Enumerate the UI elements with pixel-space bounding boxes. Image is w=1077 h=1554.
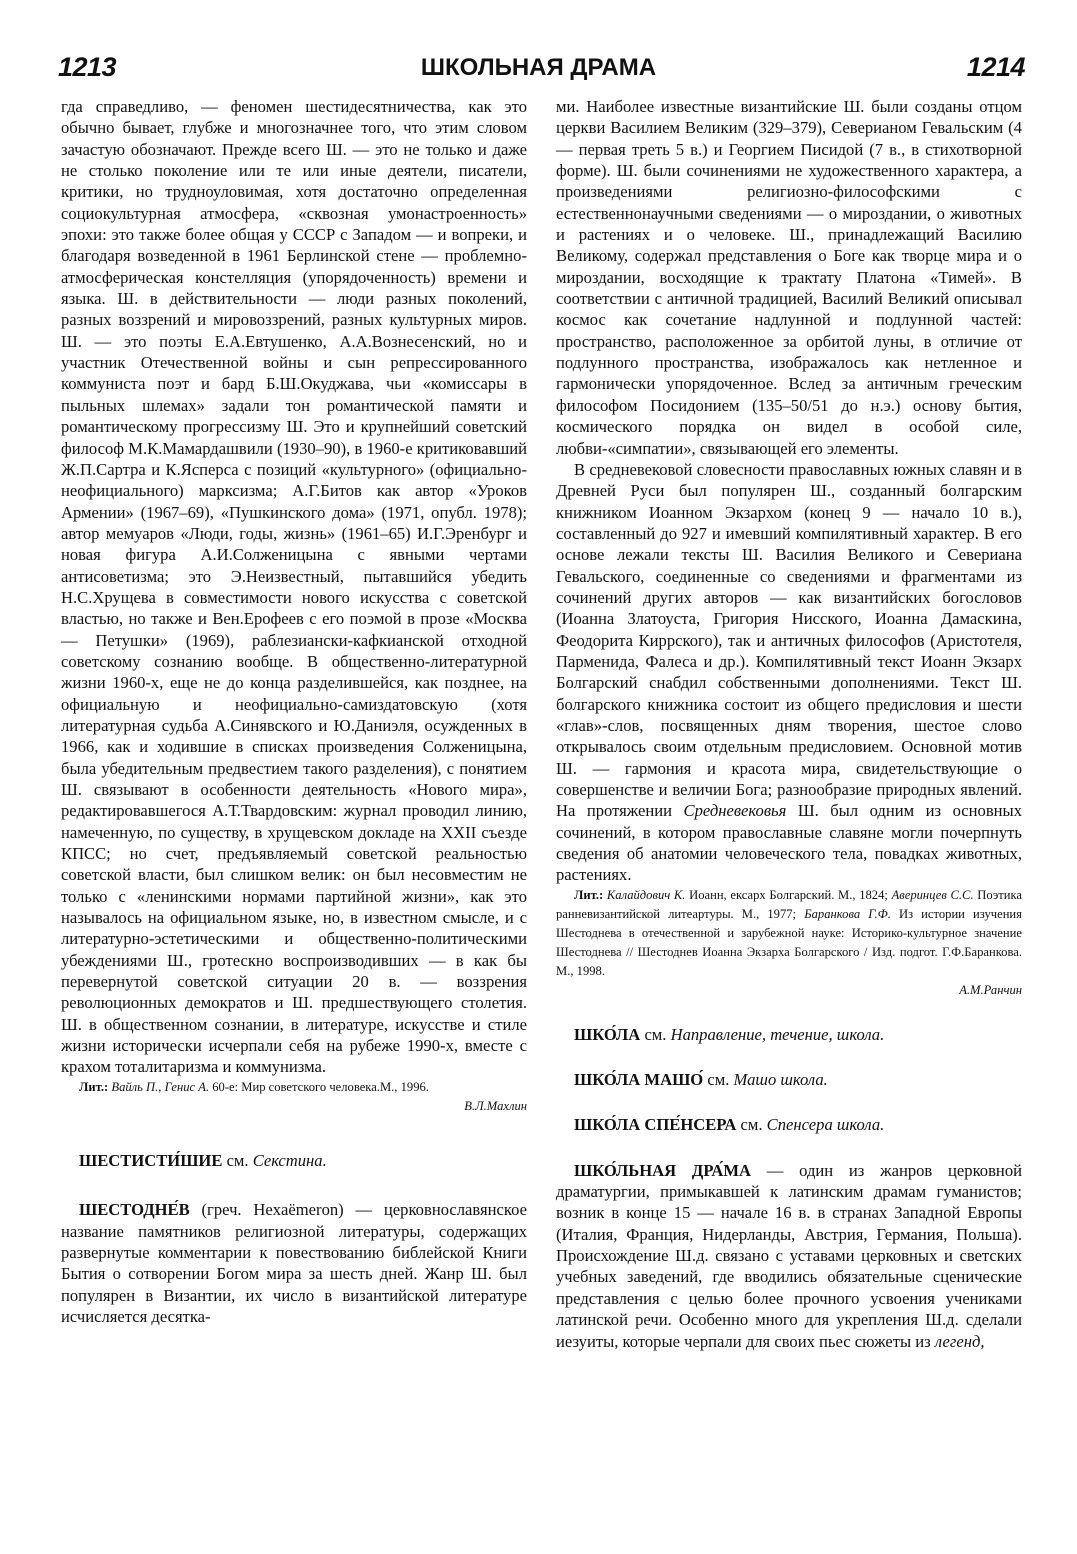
- cross-reference[interactable]: Спенсера школа.: [766, 1115, 885, 1135]
- entry-text: (греч. Hexaëmeron) — церковнославянское название памятников религиозной литературы, содержащих развернутые комментарии к повествованию библейской Книги Бытия о сотворении Богом мира за шесть дней. Жанр Ш. был популярен в Византии, их число в византийской литературе исчисляется десятка-: [61, 1200, 527, 1326]
- page-number-right: 1214: [966, 52, 1025, 82]
- entry-text: — один из жанров церковной драматургии, примыкавшей к латинским драмам гуманистов; возник в конце 15 — начале 16 в. в странах Западной Европы (Италия, Франция, Нидерланды, Австрия, Германия, Польша). Происхождение Ш.д. связано с уставами церковных и светских учебных заведений, где вводились обязательные сценические представления с целью более прочного усвоения учениками латинской речи. Особенно много для укрепления Ш.д. сделали иезуиты, которые черпали для своих пьес сюжеты из: [556, 1160, 1022, 1351]
- entry-shkolnaya-drama: ШКО́ЛЬНАЯ ДРА́МА — один из жанров церковной драматургии, примыкавшей к латинским драмам гуманистов; возник в конце 15 — начале 16 в. в странах Западной Европы (Италия, Франция, Нидерланды, Австрия, Германия, Польша). Происхождение Ш.д. связано с уставами церковных и светских учебных заведений, где вводились обязательные сценические представления с целью более прочного усвоения учениками латинской речи. Особенно много для укрепления Ш.д. сделали иезуиты, которые черпали для своих пьес сюжеты из легенд,: [556, 1160, 1022, 1351]
- article-paragraph: ми. Наиболее известные византийские Ш. были созданы отцом церкви Василием Великим (329–379), Северианом Гевальским (4 — первая треть 5 в.) и Георгием Писидой (7 в., в стихотворной форме). Ш. были сочинениями не художественного характера, а произведениями религиозно-философскими с естественнонаучными сведениями — о мироздании, о животных и растениях и о человеке. Ш., принадлежащий Василию Великому, содержал представления о Боге как творце мира и о мироздании, восходящие к трактату Платона «Тимей». В соответствии с античной традицией, Василий Великий описывал космос как сочетание надлунной и подлунной частей: пространство, расположенное за орбитой луны, в отличие от подлунного пространства, изображалось как нетленное и гармонически упорядоченное. Вслед за античным греческим философом Посидонием (135–50/51 до н.э.) основу бытия, космического порядка он видел в особой силе, любви-«симпатии», связывающей его элементы.: [556, 97, 1022, 458]
- entry-headword: ШКО́ЛА МАШО́: [574, 1070, 704, 1090]
- running-title: ШКОЛЬНАЯ ДРАМА: [420, 54, 657, 81]
- entry-headword: ШЕСТИСТИ́ШИЕ: [79, 1150, 223, 1170]
- page-number-left: 1213: [58, 52, 117, 82]
- article-author: В.Л.Махлин: [464, 1098, 527, 1113]
- entry-shestistishie: ШЕСТИСТИ́ШИЕ см. Секстина.: [79, 1150, 327, 1170]
- entry-headword: ШКО́ЛЬНАЯ ДРА́МА: [574, 1160, 751, 1180]
- cross-reference[interactable]: Направление, течение, школа.: [670, 1024, 885, 1044]
- lit-label: Лит.:: [79, 1079, 109, 1094]
- left-column: [61, 96, 527, 1327]
- lit-authors: Вайль П., Генис А.: [111, 1079, 210, 1094]
- lit-text: 60-е: Мир советского человека.М., 1996.: [212, 1079, 429, 1094]
- entry-headword: ШКО́ЛА СПЕ́НСЕРА: [574, 1115, 737, 1135]
- entry-shkola: ШКО́ЛА см. Направление, течение, школа.: [574, 1024, 885, 1044]
- article-paragraph: В средневековой словесности православных южных славян и в Древней Руси был популярен Ш., созданный болгарским книжником Иоанном Экзархом (конец 9 — начало 10 в.), составленный до 927 и имевший компилятивный характер. В его основе лежали тексты Ш. Василия Великого и Севериана Гевальского, соединенные со сведениями и фрагментами из сочинений других авторов — как византийских богословов (Иоанна Златоуста, Григория Нисского, Иоанна Дамаскина, Феодорита Киррского), так и античных философов (Аристотеля, Парменида, Фалеса и др.). Компилятивный текст Иоанн Экзарх Болгарский снабдил собственными дополнениями. Текст Ш. болгарского книжника состоит из общего предисловия и шести «глав»-слов, посвященных дням творения, шестое слово открывалось своим отдельным предисловием. Основной мотив Ш. — гармония и красота мира, свидетельствующие о совершенстве и величии Бога; разнообразие природных явлений. На протяжении Средневековья Ш. был одним из основных сочинений, в котором православные славяне могли почерпнуть сведения об анатомии человеческого тела, повадках животных, растениях.: [556, 459, 1022, 885]
- entry-headword: ШЕСТОДНЕ́В: [79, 1200, 190, 1220]
- lit-label: Лит.:: [574, 887, 604, 902]
- bibliography: [61, 1078, 527, 1116]
- article-paragraph: гда справедливо, — феномен шестидесятничества, как это обычно бывает, глубже и многозначнее того, что этим словом зачастую обозначают. Прежде всего Ш. — это не только и даже не столько поколение или те или иные деятели, писатели, критики, но трудноуловимая, хотя достаточно определенная социокультурная атмосфера, «сквозная умонастроенность» эпохи: это также более общая у СССР с Западом — и вопреки, и благодаря возведенной в 1961 Берлинской стене — проблемно-атмосферическая констелляция (упорядоченность) времени и языка. Ш. в действительности — люди разных поколений, разных воззрений и мировоззрений, разных культурных миров. Ш. — это поэты Е.А.Евтушенко, А.А.Вознесенский, но и участник Отечественной войны и сын репрессированного коммуниста поэт и бард Б.Ш.Окуджава, чьи «комиссары в пыльных шлемах» задали тон романтической памяти и романтическому прогрессизму Ш. Это и крупнейший советский философ М.К.Мамардашвили (1930–90), в 1960-е критиковавший Ж.П.Сартра и К.Ясперса с позиций «культурного» (официально-неофициального) марксизма; А.Г.Битов как автор «Уроков Армении» (1967–69), «Пушкинского дома» (1971, опубл. 1978); автор мемуаров «Люди, годы, жизнь» (1961–65) И.Г.Эренбург и новая фигура А.И.Солженицына с явными чертами антисоветизма; это Э.Неизвестный, пытавшийся убедить Н.С.Хрущева в совместимости нового искусства с советской властью, но также и Вен.Ерофеев с его поэмой в прозе «Москва — Петушки» (1969), раблезиански-кафкианской отходной советскому сознанию вообще. В общественно-литературной жизни 1960-х, еще не до конца разделившейся, как позднее, на официальную и неофициально-самиздатовскую (хотя литературная судьба А.Синявского и Ю.Даниэля, осужденных в 1966, как и ходившие в списках произведения Солженицына, была убедительным предвестием такого разделения), с понятием Ш. связывают в особенности деятельность «Нового мира», редактировавшегося А.Т.Твардовским: журнал проводил линию, намеченную, по существу, в хрущевском докладе на XXII съезде КПСС; но счет, предъявляемый советской реальностью советской власти, был слишком велик: он был несовместим не только с «ленинскими нормами партийной жизни», как это называлось на официальном языке, но, в известном смысле, и с литературно-эстетическими и общественно-политическими убеждениями Ш., гротескно воспроизводивших — в как бы перевернутой советской ситуации 20 в. — воззрения революционных демократов и Ш. предшествующего столетия. Ш. в общественном сознании, в литературе, искусстве и стиле жизни исторически исчерпали себя на рубеже 1990-х, вместе с крахом тоталитаризма и коммунизма.: [61, 97, 527, 1077]
- bibliography: Лит.: Калайдович К. Иоанн, ексарх Болгарский. М., 1824; Аверинцев С.С. Поэтика ранневизантийской литеартуры. М., 1977; Баранкова Г.Ф. Из истории изучения Шестоднева в отечественной и зарубежной науке: Историко-культурное значение Шестоднева // Шестоднев Иоанна Экзарха Болгарского / Изд. подгот. Г.Ф.Баранкова. М., 1998. А.М.Ранчин: [556, 886, 1022, 1000]
- cross-reference[interactable]: Секстина.: [252, 1150, 327, 1170]
- entry-shestodnev: [61, 1199, 527, 1327]
- article-author: А.М.Ранчин: [959, 982, 1022, 997]
- entry-headword: ШКО́ЛА: [574, 1024, 641, 1044]
- right-column: [556, 96, 1022, 1352]
- entry-shkola-masho: ШКО́ЛА МАШО́ см. Машо школа.: [574, 1070, 828, 1090]
- page-header: [0, 50, 1077, 90]
- entry-shkola-spensera: ШКО́ЛА СПЕ́НСЕРА см. Спенсера школа.: [574, 1115, 885, 1135]
- cross-reference[interactable]: Машо школа.: [733, 1070, 828, 1090]
